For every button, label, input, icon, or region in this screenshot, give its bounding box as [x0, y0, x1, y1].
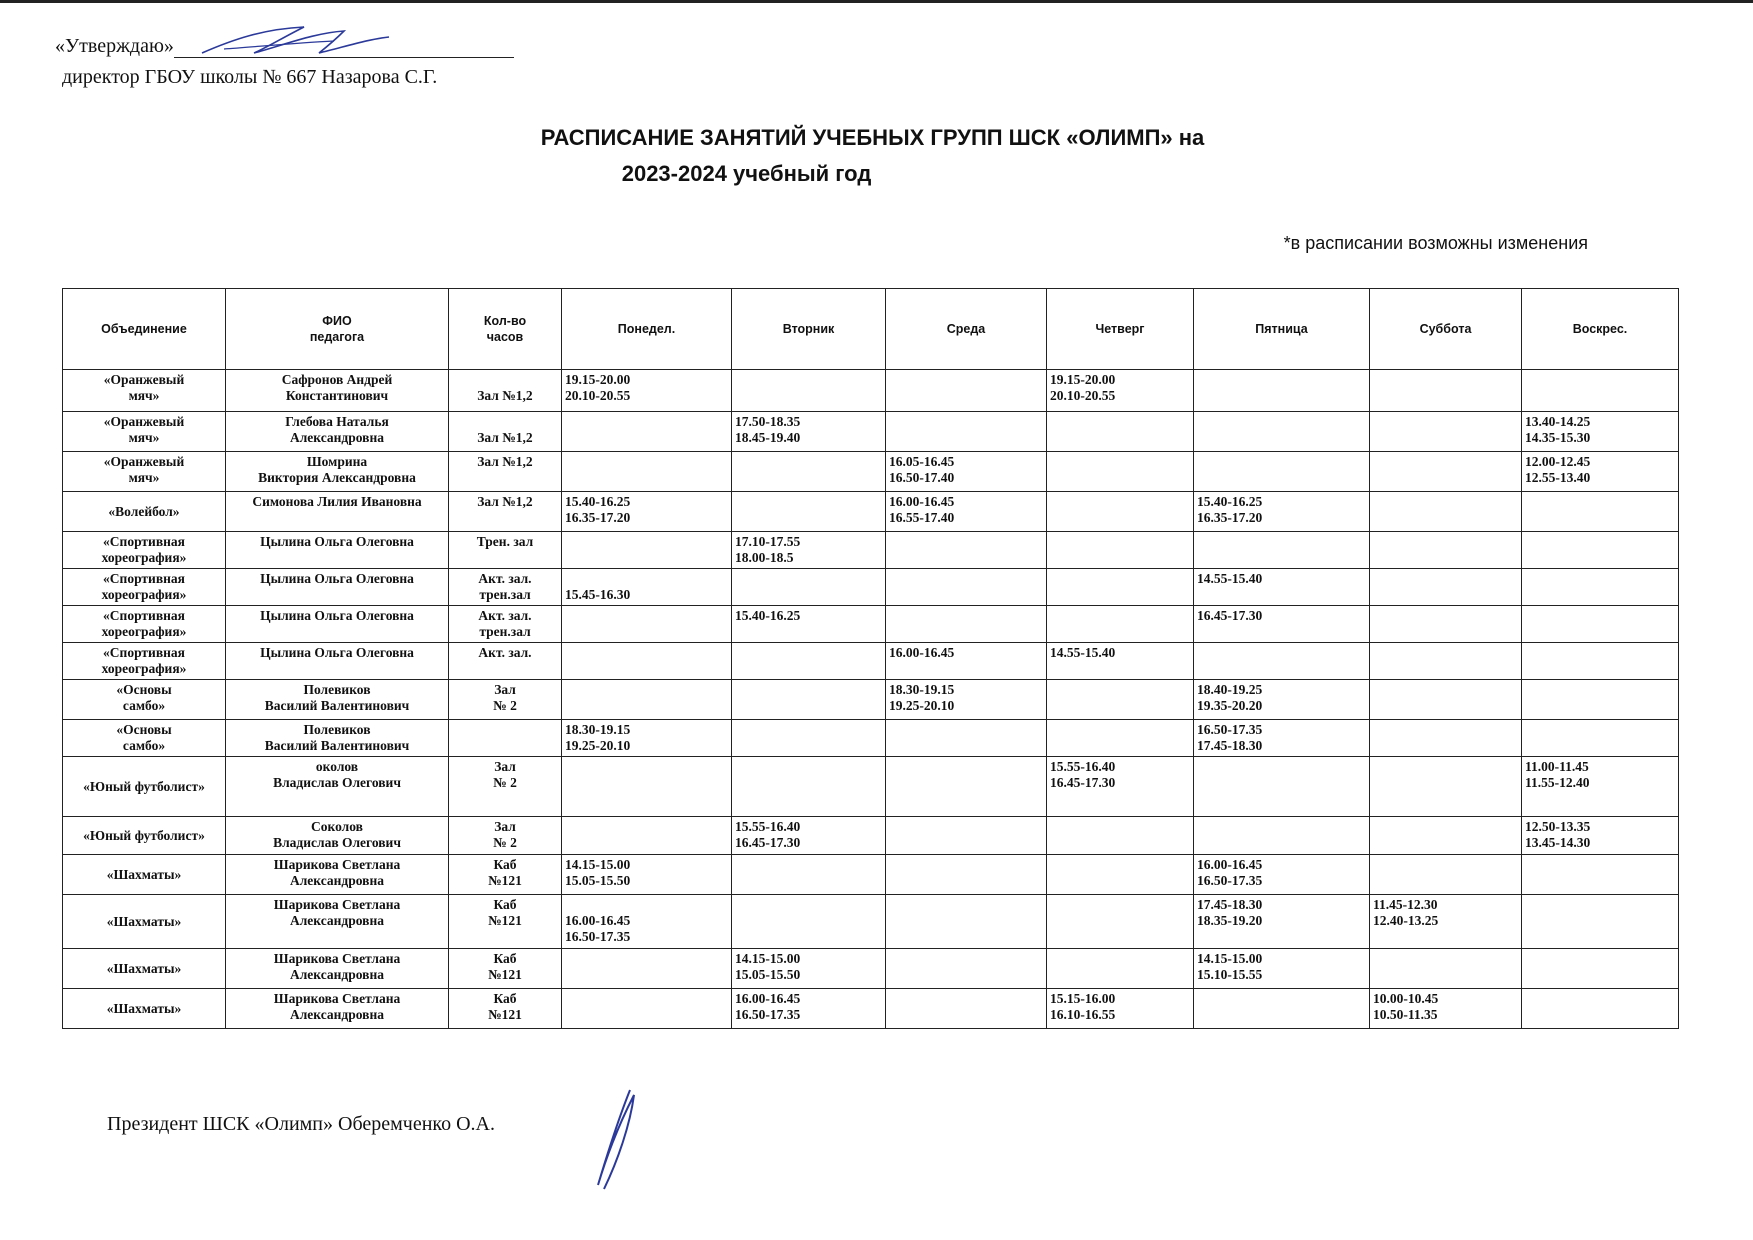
- teacher-cell: Глебова Наталья Александровна: [226, 412, 449, 452]
- hall-cell: Акт. зал. трен.зал: [449, 606, 562, 643]
- saturday-cell: [1370, 643, 1522, 680]
- wednesday-cell: [886, 412, 1047, 452]
- tuesday-cell: [732, 370, 886, 412]
- sunday-cell: [1522, 949, 1679, 989]
- thursday-cell: 15.55-16.40 16.45-17.30: [1047, 757, 1194, 817]
- teacher-cell: Шарикова Светлана Александровна: [226, 855, 449, 895]
- tuesday-cell: [732, 895, 886, 949]
- group-cell: «Спортивная хореография»: [63, 569, 226, 606]
- saturday-cell: [1370, 757, 1522, 817]
- friday-cell: [1194, 532, 1370, 569]
- group-cell: «Шахматы»: [63, 855, 226, 895]
- wednesday-cell: [886, 949, 1047, 989]
- group-cell: «Юный футболист»: [63, 817, 226, 855]
- column-header: Четверг: [1047, 289, 1194, 370]
- group-cell: «Юный футболист»: [63, 757, 226, 817]
- group-cell: «Спортивная хореография»: [63, 643, 226, 680]
- table-row: [63, 757, 1679, 817]
- thursday-cell: [1047, 452, 1194, 492]
- president-signature: [590, 1085, 650, 1195]
- table-row: [63, 412, 1679, 452]
- thursday-cell: 14.55-15.40: [1047, 643, 1194, 680]
- friday-cell: 16.00-16.45 16.50-17.35: [1194, 855, 1370, 895]
- thursday-cell: [1047, 492, 1194, 532]
- sunday-cell: [1522, 989, 1679, 1029]
- teacher-cell: Шарикова Светлана Александровна: [226, 895, 449, 949]
- friday-cell: [1194, 643, 1370, 680]
- tuesday-cell: [732, 643, 886, 680]
- teacher-cell: околов Владислав Олегович: [226, 757, 449, 817]
- friday-cell: [1194, 412, 1370, 452]
- saturday-cell: [1370, 606, 1522, 643]
- wednesday-cell: [886, 989, 1047, 1029]
- teacher-cell: Цылина Ольга Олеговна: [226, 643, 449, 680]
- wednesday-cell: 16.00-16.45: [886, 643, 1047, 680]
- table-row: [63, 949, 1679, 989]
- monday-cell: [562, 532, 732, 569]
- teacher-cell: Шомрина Виктория Александровна: [226, 452, 449, 492]
- friday-cell: 16.45-17.30: [1194, 606, 1370, 643]
- sunday-cell: [1522, 606, 1679, 643]
- thursday-cell: 15.15-16.00 16.10-16.55: [1047, 989, 1194, 1029]
- hall-cell: Зал № 2: [449, 817, 562, 855]
- tuesday-cell: 15.55-16.40 16.45-17.30: [732, 817, 886, 855]
- sunday-cell: [1522, 643, 1679, 680]
- hall-cell: Зал №1,2: [449, 370, 562, 412]
- group-cell: «Оранжевый мяч»: [63, 412, 226, 452]
- column-header: Вторник: [732, 289, 886, 370]
- wednesday-cell: [886, 895, 1047, 949]
- saturday-cell: [1370, 680, 1522, 720]
- table-row: [63, 606, 1679, 643]
- hall-cell: [449, 720, 562, 757]
- tuesday-cell: 15.40-16.25: [732, 606, 886, 643]
- wednesday-cell: [886, 569, 1047, 606]
- column-header: ФИО педагога: [226, 289, 449, 370]
- group-cell: «Оранжевый мяч»: [63, 370, 226, 412]
- tuesday-cell: [732, 452, 886, 492]
- sunday-cell: [1522, 569, 1679, 606]
- wednesday-cell: [886, 606, 1047, 643]
- thursday-cell: [1047, 720, 1194, 757]
- hall-cell: Каб №121: [449, 949, 562, 989]
- teacher-cell: Цылина Ольга Олеговна: [226, 606, 449, 643]
- hall-cell: Зал № 2: [449, 680, 562, 720]
- monday-cell: [562, 643, 732, 680]
- sunday-cell: 12.00-12.45 12.55-13.40: [1522, 452, 1679, 492]
- monday-cell: [562, 817, 732, 855]
- column-header: Пятница: [1194, 289, 1370, 370]
- table-row: [63, 492, 1679, 532]
- table-row: [63, 643, 1679, 680]
- wednesday-cell: [886, 817, 1047, 855]
- table-row: [63, 569, 1679, 606]
- wednesday-cell: [886, 370, 1047, 412]
- monday-cell: 16.00-16.45 16.50-17.35: [562, 895, 732, 949]
- table-row: [63, 370, 1679, 412]
- thursday-cell: [1047, 412, 1194, 452]
- sunday-cell: [1522, 895, 1679, 949]
- group-cell: «Оранжевый мяч»: [63, 452, 226, 492]
- sunday-cell: [1522, 492, 1679, 532]
- saturday-cell: [1370, 532, 1522, 569]
- tuesday-cell: [732, 855, 886, 895]
- sunday-cell: 12.50-13.35 13.45-14.30: [1522, 817, 1679, 855]
- thursday-cell: [1047, 949, 1194, 989]
- thursday-cell: [1047, 895, 1194, 949]
- monday-cell: [562, 412, 732, 452]
- monday-cell: [562, 452, 732, 492]
- column-header: Воскрес.: [1522, 289, 1679, 370]
- column-header: Кол-во часов: [449, 289, 562, 370]
- teacher-cell: Цылина Ольга Олеговна: [226, 532, 449, 569]
- column-header: Понедел.: [562, 289, 732, 370]
- sunday-cell: [1522, 720, 1679, 757]
- changes-note: *в расписании возможны изменения: [1283, 233, 1588, 253]
- tuesday-cell: [732, 680, 886, 720]
- table-body: [63, 370, 1679, 1029]
- table-row: [63, 855, 1679, 895]
- friday-cell: [1194, 989, 1370, 1029]
- monday-cell: [562, 989, 732, 1029]
- wednesday-cell: 16.05-16.45 16.50-17.40: [886, 452, 1047, 492]
- friday-cell: 18.40-19.25 19.35-20.20: [1194, 680, 1370, 720]
- monday-cell: [562, 949, 732, 989]
- tuesday-cell: 17.10-17.55 18.00-18.5: [732, 532, 886, 569]
- schedule-table: [62, 288, 1679, 1029]
- group-cell: «Волейбол»: [63, 492, 226, 532]
- column-header: Среда: [886, 289, 1047, 370]
- wednesday-cell: [886, 757, 1047, 817]
- monday-cell: 14.15-15.00 15.05-15.50: [562, 855, 732, 895]
- sunday-cell: 11.00-11.45 11.55-12.40: [1522, 757, 1679, 817]
- sunday-cell: [1522, 532, 1679, 569]
- wednesday-cell: [886, 532, 1047, 569]
- tuesday-cell: 17.50-18.35 18.45-19.40: [732, 412, 886, 452]
- teacher-cell: Цылина Ольга Олеговна: [226, 569, 449, 606]
- hall-cell: Зал №1,2: [449, 412, 562, 452]
- table-row: [63, 680, 1679, 720]
- approval-block: [55, 35, 514, 58]
- friday-cell: [1194, 452, 1370, 492]
- page-title: РАСПИСАНИЕ ЗАНЯТИЙ УЧЕБНЫХ ГРУПП ШСК «ОЛИМП» на: [540, 125, 1205, 150]
- saturday-cell: [1370, 949, 1522, 989]
- saturday-cell: [1370, 412, 1522, 452]
- saturday-cell: 10.00-10.45 10.50-11.35: [1370, 989, 1522, 1029]
- sunday-cell: [1522, 370, 1679, 412]
- wednesday-cell: [886, 855, 1047, 895]
- table-row: [63, 817, 1679, 855]
- saturday-cell: [1370, 720, 1522, 757]
- teacher-cell: Шарикова Светлана Александровна: [226, 949, 449, 989]
- signature-line: [174, 41, 514, 58]
- table-row: [63, 452, 1679, 492]
- friday-cell: 17.45-18.30 18.35-19.20: [1194, 895, 1370, 949]
- saturday-cell: [1370, 569, 1522, 606]
- saturday-cell: [1370, 492, 1522, 532]
- wednesday-cell: 18.30-19.15 19.25-20.10: [886, 680, 1047, 720]
- column-header: Суббота: [1370, 289, 1522, 370]
- hall-cell: Акт. зал.: [449, 643, 562, 680]
- monday-cell: [562, 757, 732, 817]
- monday-cell: 19.15-20.00 20.10-20.55: [562, 370, 732, 412]
- friday-cell: 16.50-17.35 17.45-18.30: [1194, 720, 1370, 757]
- thursday-cell: [1047, 855, 1194, 895]
- sunday-cell: [1522, 680, 1679, 720]
- table-row: [63, 989, 1679, 1029]
- table-header-row: [63, 289, 1679, 370]
- friday-cell: [1194, 757, 1370, 817]
- friday-cell: [1194, 370, 1370, 412]
- hall-cell: Трен. зал: [449, 532, 562, 569]
- director-line: директор ГБОУ школы № 667 Назарова С.Г.: [62, 66, 438, 88]
- sunday-cell: [1522, 855, 1679, 895]
- teacher-cell: Соколов Владислав Олегович: [226, 817, 449, 855]
- top-border-line: [0, 0, 1753, 3]
- thursday-cell: [1047, 532, 1194, 569]
- group-cell: «Шахматы»: [63, 895, 226, 949]
- table-row: [63, 532, 1679, 569]
- teacher-cell: Полевиков Василий Валентинович: [226, 680, 449, 720]
- friday-cell: 15.40-16.25 16.35-17.20: [1194, 492, 1370, 532]
- hall-cell: Каб №121: [449, 989, 562, 1029]
- monday-cell: 15.40-16.25 16.35-17.20: [562, 492, 732, 532]
- wednesday-cell: 16.00-16.45 16.55-17.40: [886, 492, 1047, 532]
- page-subtitle: 2023-2024 учебный год: [621, 161, 872, 186]
- teacher-cell: Шарикова Светлана Александровна: [226, 989, 449, 1029]
- saturday-cell: [1370, 370, 1522, 412]
- saturday-cell: [1370, 855, 1522, 895]
- tuesday-cell: [732, 492, 886, 532]
- approve-label: «Утверждаю»: [55, 35, 174, 57]
- group-cell: «Основы самбо»: [63, 680, 226, 720]
- tuesday-cell: [732, 757, 886, 817]
- thursday-cell: [1047, 569, 1194, 606]
- director-signature: [194, 19, 394, 63]
- thursday-cell: [1047, 680, 1194, 720]
- friday-cell: 14.55-15.40: [1194, 569, 1370, 606]
- thursday-cell: 19.15-20.00 20.10-20.55: [1047, 370, 1194, 412]
- hall-cell: Акт. зал. трен.зал: [449, 569, 562, 606]
- hall-cell: Каб №121: [449, 855, 562, 895]
- hall-cell: Зал №1,2: [449, 492, 562, 532]
- saturday-cell: 11.45-12.30 12.40-13.25: [1370, 895, 1522, 949]
- teacher-cell: Полевиков Василий Валентинович: [226, 720, 449, 757]
- tuesday-cell: [732, 720, 886, 757]
- column-header: Объединение: [63, 289, 226, 370]
- group-cell: «Спортивная хореография»: [63, 606, 226, 643]
- teacher-cell: Сафронов Андрей Константинович: [226, 370, 449, 412]
- hall-cell: Зал №1,2: [449, 452, 562, 492]
- monday-cell: 15.45-16.30: [562, 569, 732, 606]
- sunday-cell: 13.40-14.25 14.35-15.30: [1522, 412, 1679, 452]
- hall-cell: Каб №121: [449, 895, 562, 949]
- group-cell: «Основы самбо»: [63, 720, 226, 757]
- thursday-cell: [1047, 606, 1194, 643]
- saturday-cell: [1370, 452, 1522, 492]
- tuesday-cell: 16.00-16.45 16.50-17.35: [732, 989, 886, 1029]
- tuesday-cell: 14.15-15.00 15.05-15.50: [732, 949, 886, 989]
- president-line: Президент ШСК «Олимп» Оберемченко О.А.: [107, 1113, 495, 1135]
- teacher-cell: Симонова Лилия Ивановна: [226, 492, 449, 532]
- table-row: [63, 895, 1679, 949]
- monday-cell: 18.30-19.15 19.25-20.10: [562, 720, 732, 757]
- monday-cell: [562, 680, 732, 720]
- saturday-cell: [1370, 817, 1522, 855]
- thursday-cell: [1047, 817, 1194, 855]
- group-cell: «Шахматы»: [63, 989, 226, 1029]
- hall-cell: Зал № 2: [449, 757, 562, 817]
- wednesday-cell: [886, 720, 1047, 757]
- tuesday-cell: [732, 569, 886, 606]
- table-row: [63, 720, 1679, 757]
- group-cell: «Спортивная хореография»: [63, 532, 226, 569]
- monday-cell: [562, 606, 732, 643]
- group-cell: «Шахматы»: [63, 949, 226, 989]
- friday-cell: [1194, 817, 1370, 855]
- friday-cell: 14.15-15.00 15.10-15.55: [1194, 949, 1370, 989]
